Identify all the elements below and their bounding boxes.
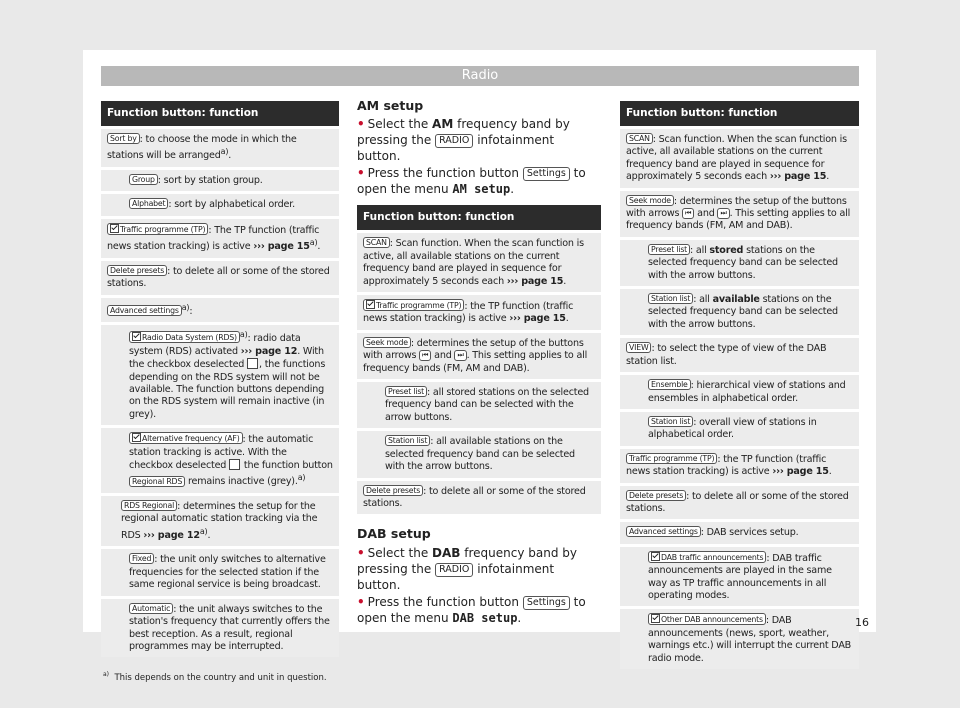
am-step-2: • Press the function button Settings to open the menu AM setup. <box>357 166 586 197</box>
tp-text: : the TP function (traffic news station tracking) is active <box>363 301 574 325</box>
checkbox-icon <box>110 224 119 233</box>
radio-button[interactable]: RADIO <box>435 134 473 148</box>
band-label: DAB <box>432 545 461 560</box>
am-step-1 <box>357 116 601 164</box>
bullet-icon: • <box>357 166 365 181</box>
other-dab-text: : DAB announcements (news, sport, weather, warnings etc.) will interrupt the current DAB radio mode. <box>648 615 852 664</box>
view-button[interactable]: VIEW <box>626 342 651 353</box>
tp-button[interactable] <box>363 299 464 311</box>
row-dab-traffic <box>620 547 859 607</box>
rds-regional-text: : determines the setup for the regional automatic station tracking via the RDS <box>121 501 318 542</box>
and-text: and <box>434 350 452 362</box>
page-ref[interactable]: ››› page 15 <box>769 171 827 183</box>
row-automatic <box>101 599 339 658</box>
row-station-list <box>357 431 601 477</box>
footnote-mark: a) <box>181 302 190 312</box>
fixed-button[interactable]: Fixed <box>129 553 154 564</box>
row-rds-regional: RDS Regional : determines the setup for the regional automatic station tracking via the RDS ››› page 12$^{a)}$. <box>101 496 339 546</box>
other-dab-button-label: Other DAB announcements <box>661 615 763 625</box>
footnote-text: This depends on the country and unit in question. <box>114 673 327 684</box>
dab-traffic-text: : DAB traffic announcements are played in the same way as TP traffic announcements in all operating modes. <box>648 552 832 601</box>
station-list-button[interactable]: Station list <box>385 435 430 446</box>
advanced-settings-button[interactable]: Advanced settings <box>107 305 182 316</box>
table-header: Function button: function <box>357 205 601 230</box>
row-station-list <box>620 289 859 335</box>
step-text: to open the menu <box>357 594 586 625</box>
footnote-mark: a) <box>103 671 110 679</box>
page-ref[interactable]: ››› page 15 <box>772 466 829 478</box>
row-ensemble <box>620 375 859 409</box>
checkbox-icon <box>651 552 660 561</box>
row-sort-by: Sort by : to choose the mode in which the stations will be arranged$^{a)}$. <box>101 129 339 167</box>
sort-by-text: : to choose the mode in which the stations will be arranged <box>107 134 297 162</box>
footnote-mark: a) <box>297 473 306 483</box>
seek-forward-icon[interactable]: ⏭ <box>454 350 466 361</box>
footnote-mark: a) <box>220 147 229 157</box>
alphabet-button[interactable]: Alphabet <box>129 198 168 209</box>
row-fixed <box>101 549 339 595</box>
step-text: frequency band by pressing the <box>357 545 577 576</box>
station-list-text: stations on the selected frequency band can be selected with the arrow buttons. <box>648 294 838 330</box>
af-text-3: remains inactive (grey). <box>187 476 298 488</box>
delete-presets-text: : to delete all or some of the stored stations. <box>363 485 586 509</box>
table-header: Function button: function <box>101 101 339 126</box>
scan-text: : Scan function. When the scan function is active, all available stations on the current frequency band are played in sequence for approximately 5 seconds each <box>363 238 584 287</box>
delete-presets-button[interactable]: Delete presets <box>107 265 167 276</box>
row-scan: SCAN : Scan function. When the scan function is active, all available stations on the current frequency band are played in sequence for approximately 5 seconds each ››› page 15. <box>357 233 601 292</box>
rds-text: : radio data system (RDS) activated <box>129 333 301 357</box>
seek-text-2: . This setting applies to all frequency bands (FM, AM and DAB). <box>363 350 588 374</box>
scan-text: : Scan function. When the scan function is active, all available stations on the current frequency band are played in sequence for approximately 5 seconds each <box>626 134 847 183</box>
step-text: infotainment button. <box>357 561 555 592</box>
delete-presets-text: : to delete all or some of the stored stations. <box>626 490 849 514</box>
row-group <box>101 170 339 191</box>
advanced-settings-button[interactable]: Advanced settings <box>626 526 701 537</box>
menu-name: AM setup <box>452 182 511 197</box>
view-text: : to select the type of view of the DAB station list. <box>626 343 827 367</box>
row-rds <box>101 325 339 425</box>
rds-button-label: Radio Data System (RDS) <box>142 333 237 343</box>
seek-back-icon[interactable]: ⏮ <box>682 208 694 219</box>
group-text: : sort by station group. <box>157 175 263 186</box>
row-other-dab <box>620 609 859 669</box>
page-ref[interactable]: ››› page 15 <box>506 275 564 287</box>
band-label: AM <box>432 117 454 132</box>
row-view <box>620 338 859 372</box>
station-text-pre: : all <box>693 294 710 306</box>
row-alphabet <box>101 194 339 215</box>
row-delete-presets <box>357 481 601 515</box>
row-advanced-settings: Advanced settings $^{a)}$: <box>101 298 339 323</box>
delete-presets-button[interactable]: Delete presets <box>626 490 686 501</box>
footnote-mark: a) <box>239 330 248 340</box>
footnote-mark: a) <box>199 526 208 536</box>
preset-text-pre: : all <box>690 244 707 256</box>
preset-text-bold: stored <box>709 244 744 256</box>
step-text: Select the <box>367 545 429 560</box>
page-ref[interactable]: ››› page 12 <box>143 530 200 542</box>
tp-text: : the TP function (traffic news station tracking) is active <box>626 453 827 478</box>
preset-list-text: stations on the selected frequency band can be selected with the arrow buttons. <box>648 244 838 281</box>
station-text-bold: available <box>712 294 760 306</box>
settings-button[interactable]: Settings <box>523 596 570 610</box>
row-tp: Traffic programme (TP) : the TP function (traffic news station tracking) is active ››› page 15. <box>620 449 859 483</box>
and-text: and <box>697 208 715 220</box>
row-tp: Traffic programme (TP) : The TP function (traffic news station tracking) is active ››› page 15$^{a)}$. <box>101 219 339 258</box>
row-delete-presets <box>620 486 859 520</box>
page-number: 16 <box>855 616 869 629</box>
am-setup-heading: AM setup <box>357 98 424 113</box>
fixed-text: : the unit only switches to alternative frequencies for the selected station if the same regional service is being broadcast. <box>129 554 326 591</box>
right-column <box>620 101 859 669</box>
dab-traffic-button[interactable] <box>648 551 766 563</box>
tp-button-label: Traffic programme (TP) <box>376 301 462 311</box>
function-table-right <box>620 101 859 669</box>
af-button-label: Alternative frequency (AF) <box>142 434 240 444</box>
automatic-text: : the unit always switches to the station's frequency that currently offers the best reception. As a result, regional programmes may be interrupted. <box>129 603 330 652</box>
row-seek-mode <box>357 333 601 379</box>
station-list-text: : all available stations on the selected frequency band can be selected with the arrow buttons. <box>385 436 575 473</box>
step-text: to open the menu <box>357 166 586 197</box>
tp-button-label: Traffic programme (TP) <box>120 224 206 234</box>
row-tp: Traffic programme (TP) : the TP function (traffic news station tracking) is active ››› page 15. <box>357 295 601 330</box>
advanced-settings-text: : DAB services setup. <box>700 527 799 539</box>
preset-list-button[interactable]: Preset list <box>385 386 427 397</box>
row-preset-list <box>357 382 601 428</box>
alphabet-text: : sort by alphabetical order. <box>168 199 295 211</box>
row-preset-list <box>620 240 859 286</box>
bullet-icon: • <box>357 594 365 609</box>
row-af <box>101 428 339 493</box>
rds-button[interactable] <box>129 331 240 343</box>
delete-presets-text: : to delete all or some of the stored stations. <box>107 265 330 290</box>
middle-column <box>357 100 601 627</box>
seek-text-2: . This setting applies to all frequency bands (FM, AM and DAB). <box>626 208 851 232</box>
rds-regional-button[interactable]: RDS Regional <box>121 500 177 511</box>
left-column <box>101 101 339 685</box>
delete-presets-button[interactable]: Delete presets <box>363 485 423 496</box>
step-text: Press the function button <box>367 594 519 609</box>
scan-button[interactable]: SCAN <box>363 237 390 248</box>
function-table-mid <box>357 205 601 514</box>
page-ref[interactable]: ››› page 12 <box>240 345 298 357</box>
af-text-2: the function button <box>243 460 333 472</box>
menu-name: DAB setup <box>452 610 518 625</box>
row-station-list-view <box>620 412 859 446</box>
group-button[interactable]: Group <box>129 174 158 185</box>
page-ref[interactable]: ››› page 15 <box>509 313 566 325</box>
row-advanced-settings <box>620 522 859 543</box>
step-text: frequency band by pressing the <box>357 117 570 148</box>
seek-forward-icon[interactable]: ⏭ <box>717 208 729 219</box>
checkbox-icon <box>366 300 375 309</box>
station-list-view-text: : overall view of stations in alphabetical order. <box>648 416 817 441</box>
bullet-icon: • <box>357 545 365 560</box>
af-button[interactable] <box>129 432 243 444</box>
tp-button[interactable] <box>107 223 208 235</box>
station-list-button[interactable]: Station list <box>648 293 693 304</box>
seek-text: : determines the setup of the buttons with arrows <box>626 195 847 220</box>
row-delete-presets <box>101 261 339 295</box>
dab-step-2: • Press the function button Settings to open the menu DAB setup. <box>357 594 586 625</box>
page-header: Radio <box>101 66 859 86</box>
preset-list-text: : all stored stations on the selected frequency band can be selected with the arrow buttons. <box>385 387 589 423</box>
seek-back-icon[interactable]: ⏮ <box>419 350 431 361</box>
sort-by-button[interactable]: Sort by <box>107 133 140 144</box>
row-seek-mode <box>620 191 859 237</box>
rds-text-3: , the functions depending on the RDS system will not be available. The function buttons depending on the RDS system will remain inactive (in grey). <box>129 359 326 420</box>
station-list-view-button[interactable]: Station list <box>648 416 693 427</box>
rds-text-2: . With the checkbox deselected <box>129 345 324 371</box>
automatic-button[interactable]: Automatic <box>129 603 173 614</box>
function-table-left <box>101 101 339 657</box>
radio-button[interactable]: RADIO <box>435 563 473 577</box>
seek-mode-button[interactable]: Seek mode <box>363 337 411 348</box>
dab-step-1 <box>357 545 601 593</box>
step-text: Press the function button <box>367 166 519 181</box>
checkbox-icon <box>651 614 660 623</box>
tp-text: : The TP function (traffic news station tracking) is active <box>107 224 320 253</box>
page-ref[interactable]: ››› page 15 <box>253 241 310 253</box>
dab-setup-heading: DAB setup <box>357 526 431 542</box>
af-text: : the automatic station tracking is active. With the checkbox deselected <box>129 434 314 472</box>
regional-rds-button[interactable]: Regional RDS <box>129 476 185 487</box>
checkbox-icon <box>132 332 141 341</box>
empty-checkbox-icon <box>229 459 240 470</box>
seek-text: : determines the setup of the buttons with arrows <box>363 337 584 362</box>
checkbox-icon <box>132 433 141 442</box>
table-header: Function button: function <box>620 101 859 126</box>
empty-checkbox-icon <box>247 358 258 369</box>
dab-traffic-button-label: DAB traffic announcements <box>661 552 764 562</box>
ensemble-button[interactable]: Ensemble <box>648 379 691 390</box>
footnote-mark: a) <box>309 238 318 248</box>
ensemble-text: : hierarchical view of stations and ensembles in alphabetical order. <box>648 380 846 404</box>
settings-button[interactable]: Settings <box>523 167 570 181</box>
step-text: Select the <box>367 117 429 132</box>
row-scan: SCAN : Scan function. When the scan function is active, all available stations on the current frequency band are played in sequence for approximately 5 seconds each ››› page 15. <box>620 129 859 188</box>
bullet-icon: • <box>357 117 365 132</box>
preset-list-button[interactable]: Preset list <box>648 244 690 255</box>
footnote <box>101 669 339 684</box>
step-text: infotainment button. <box>357 133 555 164</box>
seek-mode-button[interactable]: Seek mode <box>626 195 674 206</box>
scan-button[interactable]: SCAN <box>626 133 653 144</box>
other-dab-button[interactable] <box>648 613 766 625</box>
tp-button[interactable]: Traffic programme (TP) <box>626 453 717 464</box>
